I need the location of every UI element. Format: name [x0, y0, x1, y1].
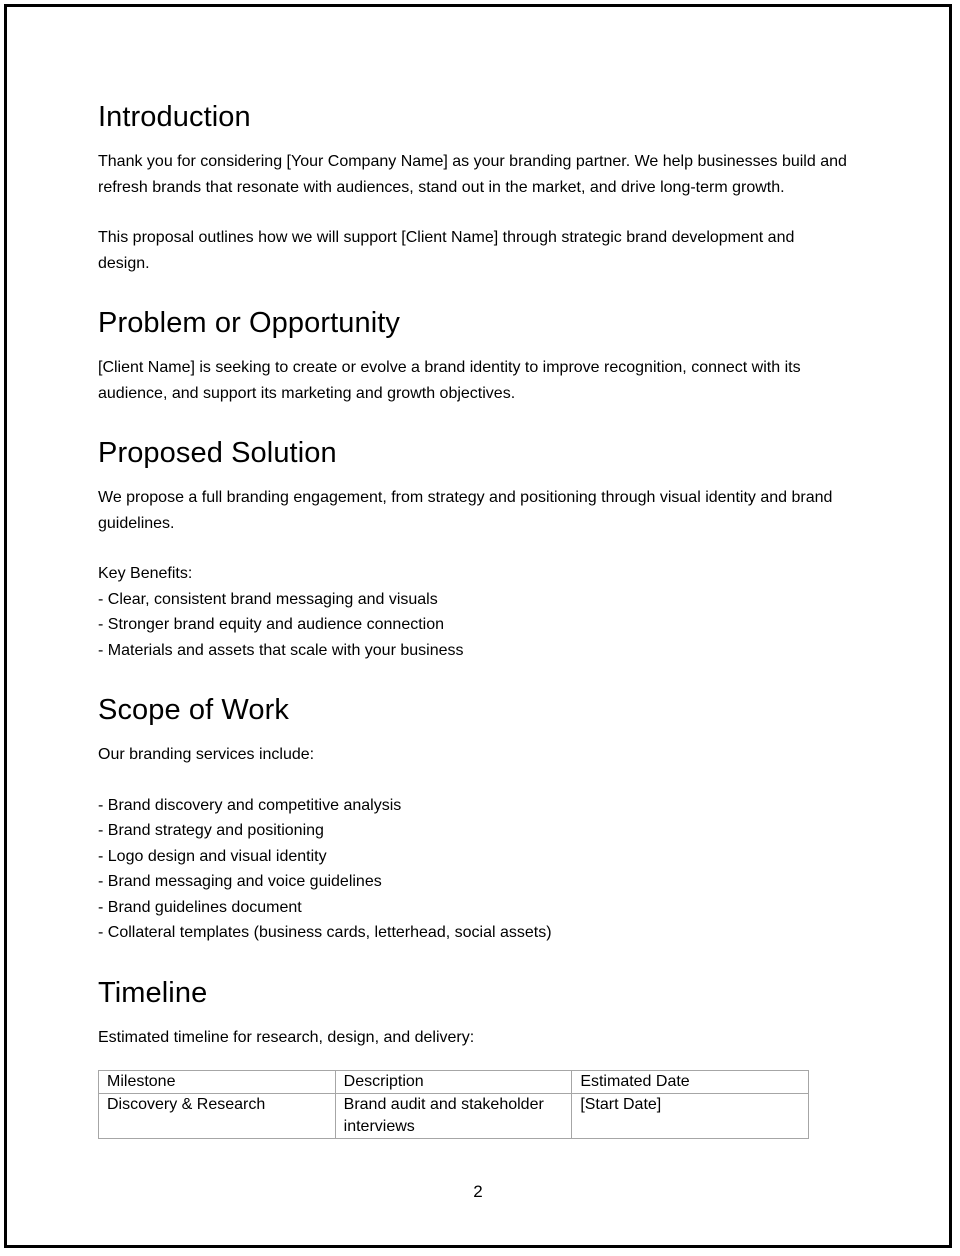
benefits-label: Key Benefits:: [98, 565, 193, 582]
timeline-table: [98, 1070, 809, 1139]
benefit-item: - Materials and assets that scale with your business: [98, 641, 464, 659]
benefit-item: - Stronger brand equity and audience connection: [98, 616, 445, 633]
heading-introduction: Introduction: [98, 101, 251, 133]
scope-item: - Collateral templates (business cards, letterhead, social assets): [98, 924, 552, 941]
scope-item: - Brand messaging and voice guidelines: [98, 873, 382, 890]
table-header-row: [99, 1071, 809, 1094]
intro-paragraph-1: Thank you for considering [Your Company Name] as your branding partner. We help businesses build and refresh brands that resonate with audiences, stand out in the market, and drive long-term growth.: [98, 153, 847, 196]
table-header-cell: Milestone: [99, 1071, 336, 1094]
scope-item: - Brand strategy and positioning: [98, 822, 324, 839]
table-cell: Brand audit and stakeholder interviews: [335, 1094, 572, 1139]
heading-problem-opportunity: Problem or Opportunity: [98, 307, 400, 339]
scope-intro: Our branding services include:: [98, 746, 315, 763]
problem-paragraph: [Client Name] is seeking to create or evolve a brand identity to improve recognition, connect with its audience, and support its marketing and growth objectives.: [98, 359, 801, 402]
heading-proposed-solution: Proposed Solution: [98, 437, 337, 469]
timeline-intro: Estimated timeline for research, design, and delivery:: [98, 1028, 475, 1046]
table-header-cell: Estimated Date: [572, 1071, 809, 1094]
scope-item: - Brand guidelines document: [98, 898, 302, 916]
page-content: [98, 99, 848, 1139]
document-page: [4, 4, 952, 1248]
table-cell: [Start Date]: [572, 1094, 809, 1139]
solution-paragraph: We propose a full branding engagement, from strategy and positioning through visual identity and brand guidelines.: [98, 489, 833, 532]
heading-timeline: Timeline: [98, 976, 208, 1009]
scope-item: - Logo design and visual identity: [98, 847, 327, 865]
heading-scope-of-work: Scope of Work: [98, 694, 289, 726]
intro-paragraph-2: This proposal outlines how we will support [Client Name] through strategic brand development and design.: [98, 229, 795, 272]
scope-item: - Brand discovery and competitive analysis: [98, 796, 402, 814]
table-cell: Discovery & Research: [99, 1094, 336, 1139]
table-row: [99, 1094, 809, 1139]
page-number: 2: [473, 1182, 483, 1201]
table-header-cell: Description: [335, 1071, 572, 1094]
benefit-item: - Clear, consistent brand messaging and visuals: [98, 590, 438, 608]
